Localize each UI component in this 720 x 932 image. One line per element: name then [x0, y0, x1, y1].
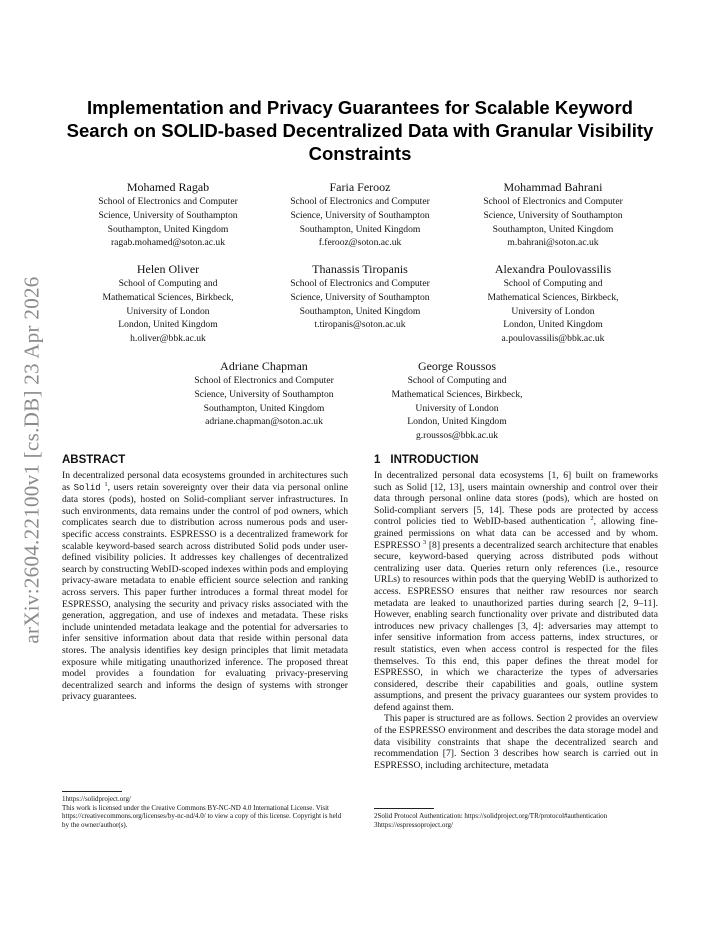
author-affiliation-line: Southampton, United Kingdom	[299, 223, 421, 235]
author-affiliation-line: School of Electronics and Computer	[290, 196, 430, 207]
author-entry	[458, 261, 648, 346]
license-note: This work is licensed under the Creative Commons BY-NC-ND 4.0 International License. Visit https://creativecommons.org/licenses/by-nc-nd/4.0/ to view a copy of this license. Copyright is held by the owner/author(s).	[62, 803, 342, 829]
author-email: a.poulovassilis@bbk.ac.uk	[501, 333, 605, 345]
author-entry	[169, 358, 359, 429]
author-affiliation-line: Science, University of Southampton	[98, 209, 238, 221]
author-affiliation-line: Science, University of Southampton	[483, 209, 623, 221]
author-affiliation-line: Southampton, United Kingdom	[492, 223, 614, 235]
author-name: Faria Ferooz	[329, 180, 391, 194]
author-name: Thanassis Tiropanis	[312, 262, 408, 276]
author-entry	[362, 358, 552, 443]
author-email: h.oliver@bbk.ac.uk	[130, 333, 206, 345]
author-email: m.bahrani@soton.ac.uk	[507, 237, 599, 249]
author-email: f.ferooz@soton.ac.uk	[318, 237, 402, 249]
author-affiliation-line: Southampton, United Kingdom	[203, 402, 325, 414]
author-entry	[265, 179, 455, 250]
footnote-1: 1https://solidproject.org/	[62, 795, 131, 803]
author-name: Alexandra Poulovassilis	[494, 262, 612, 276]
author-name: Mohammad Bahrani	[503, 180, 603, 194]
author-email: g.roussos@bbk.ac.uk	[415, 430, 499, 442]
solid-code: Solid	[73, 482, 101, 493]
author-affiliation-line: Southampton, United Kingdom	[107, 223, 229, 235]
author-affiliation-line: University of London	[126, 305, 210, 317]
author-affiliation-line: School of Computing and	[118, 278, 218, 289]
author-affiliation-line: London, United Kingdom	[503, 319, 603, 331]
author-affiliation-line: London, United Kingdom	[407, 416, 507, 428]
footnote-3: 3https://espressoproject.org/	[374, 820, 453, 829]
footnote-2: 2Solid Protocol Authentication: https://solidproject.org/TR/protocol#authentication	[374, 812, 608, 820]
author-affiliation-line: Southampton, United Kingdom	[299, 305, 421, 317]
footnote-mark: 3	[423, 538, 427, 546]
footnote-rule	[374, 808, 434, 809]
footnotes-left	[62, 791, 348, 829]
author-affiliation-line: Science, University of Southampton	[290, 291, 430, 303]
abstract-paragraph: In decentralized personal data ecosystems grounded in architectures such as Solid $^1$, users retain sovereignty over their data via personal online data stores (pods), hosted on Solid-compliant server infrastructures. In such environments, data remains under the control of pod owners, which complicates search due to distribution across numerous pods and user-specific access constraints. ESPRESSO is a decentralized framework for scalable keyword-based search across distributed Solid pods under user-defined visibility policies. It addresses key challenges of decentralized search by constructing WebID-scoped indexes within pods and employing privacy-aware metadata to enable efficient source selection and ranking across servers. This paper further introduces a formal threat model for ESPRESSO, analysing the security and privacy risks associated with the generation, aggregation, and use of indexes and metadata. These risks include unintended metadata leakage and the potential for adversaries to infer sensitive information about data that reside within personal data stores. The analysis identifies key design principles that limit metadata exposure while mitigating unauthorized inference. The proposed threat model provides a foundation for evaluating privacy-preserving decentralized search and informs the design of systems with stronger privacy guarantees.	[62, 470, 348, 703]
author-entry	[73, 179, 263, 250]
author-affiliation-line: School of Electronics and Computer	[483, 196, 623, 207]
arxiv-identifier-sidebar	[0, 0, 50, 932]
author-affiliation-line: School of Electronics and Computer	[98, 196, 238, 207]
footnote-mark: 2	[590, 515, 594, 523]
footnotes-right	[374, 808, 660, 829]
arxiv-identifier: arXiv:2604.22100v1 [cs.DB] 23 Apr 2026	[19, 276, 44, 644]
author-affiliation-line: School of Computing and	[407, 375, 507, 386]
author-affiliation-line: Mathematical Sciences, Birkbeck,	[102, 291, 234, 303]
author-affiliation-line: Science, University of Southampton	[194, 388, 334, 400]
introduction-section	[374, 453, 658, 771]
introduction-paragraph-1: In decentralized personal data ecosystems [1, 6] built on frameworks such as Solid [12, 13], users maintain ownership and control over their data through personal online data stores (pods), which are hosted on Solid-compliant servers [5, 14]. These pods are protected by access control policies tied to WebID-based authentication $^2$, allowing fine-grained permissions on what data can be accessed and by whom. ESPRESSO $^3$ [8] presents a decentralized search architecture that enables secure, keyword-based querying across distributed pods without centralizing user data. Queries return only references (i.e., resource URLs) to resources within pods that the querying WebID is authorized to access. ESPRESSO ensures that neither raw resources nor search metadata are leaked to unauthorized parties during search [2, 9–11]. However, enabling search functionality over private and distributed data introduces new privacy challenges [3, 4]: adversaries may attempt to infer sensitive information from access patterns, index structures, or result statistics, even when access control is respected for the files themselves. To this end, this paper defines the threat model for ESPRESSO, in which we characterize the types of adversaries considered, describe their capabilities and goals, outline system assumptions, and present the privacy guarantees our system provides to defend against them.	[374, 470, 658, 713]
author-email: t.tiropanis@soton.ac.uk	[314, 319, 406, 331]
introduction-heading: 1 INTRODUCTION	[374, 454, 479, 466]
author-affiliation-line: School of Computing and	[503, 278, 603, 289]
introduction-paragraph-2: This paper is structured are as follows. Section 2 provides an overview of the ESPRESSO environment and describes the data storage model and data visibility constraints that shape the decentralized search and recommendation [7]. Section 3 describes how search is carried out in ESPRESSO, including architecture, metadata	[374, 713, 658, 771]
author-name: Helen Oliver	[136, 262, 200, 276]
paper-title: Implementation and Privacy Guarantees for Scalable Keyword Search on SOLID-based Decentralized Data with Granular Visibility Constraints	[66, 97, 654, 164]
abstract-heading: ABSTRACT	[62, 454, 126, 466]
abstract-section	[62, 453, 348, 703]
author-name: George Roussos	[417, 359, 497, 373]
author-name: Adriane Chapman	[220, 359, 308, 373]
author-entry	[73, 261, 263, 346]
author-affiliation-line: School of Electronics and Computer	[290, 278, 430, 289]
author-affiliation-line: Mathematical Sciences, Birkbeck,	[487, 291, 619, 303]
author-affiliation-line: London, United Kingdom	[118, 319, 218, 331]
author-entry	[458, 179, 648, 250]
author-affiliation-line: School of Electronics and Computer	[194, 375, 334, 386]
author-entry	[265, 261, 455, 332]
footnote-mark: 1	[104, 480, 108, 488]
author-name: Mohamed Ragab	[126, 180, 210, 194]
footnote-rule	[62, 791, 122, 792]
author-affiliation-line: University of London	[415, 402, 499, 414]
author-affiliation-line: University of London	[511, 305, 595, 317]
author-email: ragab.mohamed@soton.ac.uk	[110, 237, 226, 249]
author-affiliation-line: Science, University of Southampton	[290, 209, 430, 221]
author-affiliation-line: Mathematical Sciences, Birkbeck,	[391, 388, 523, 400]
author-email: adriane.chapman@soton.ac.uk	[205, 416, 323, 428]
